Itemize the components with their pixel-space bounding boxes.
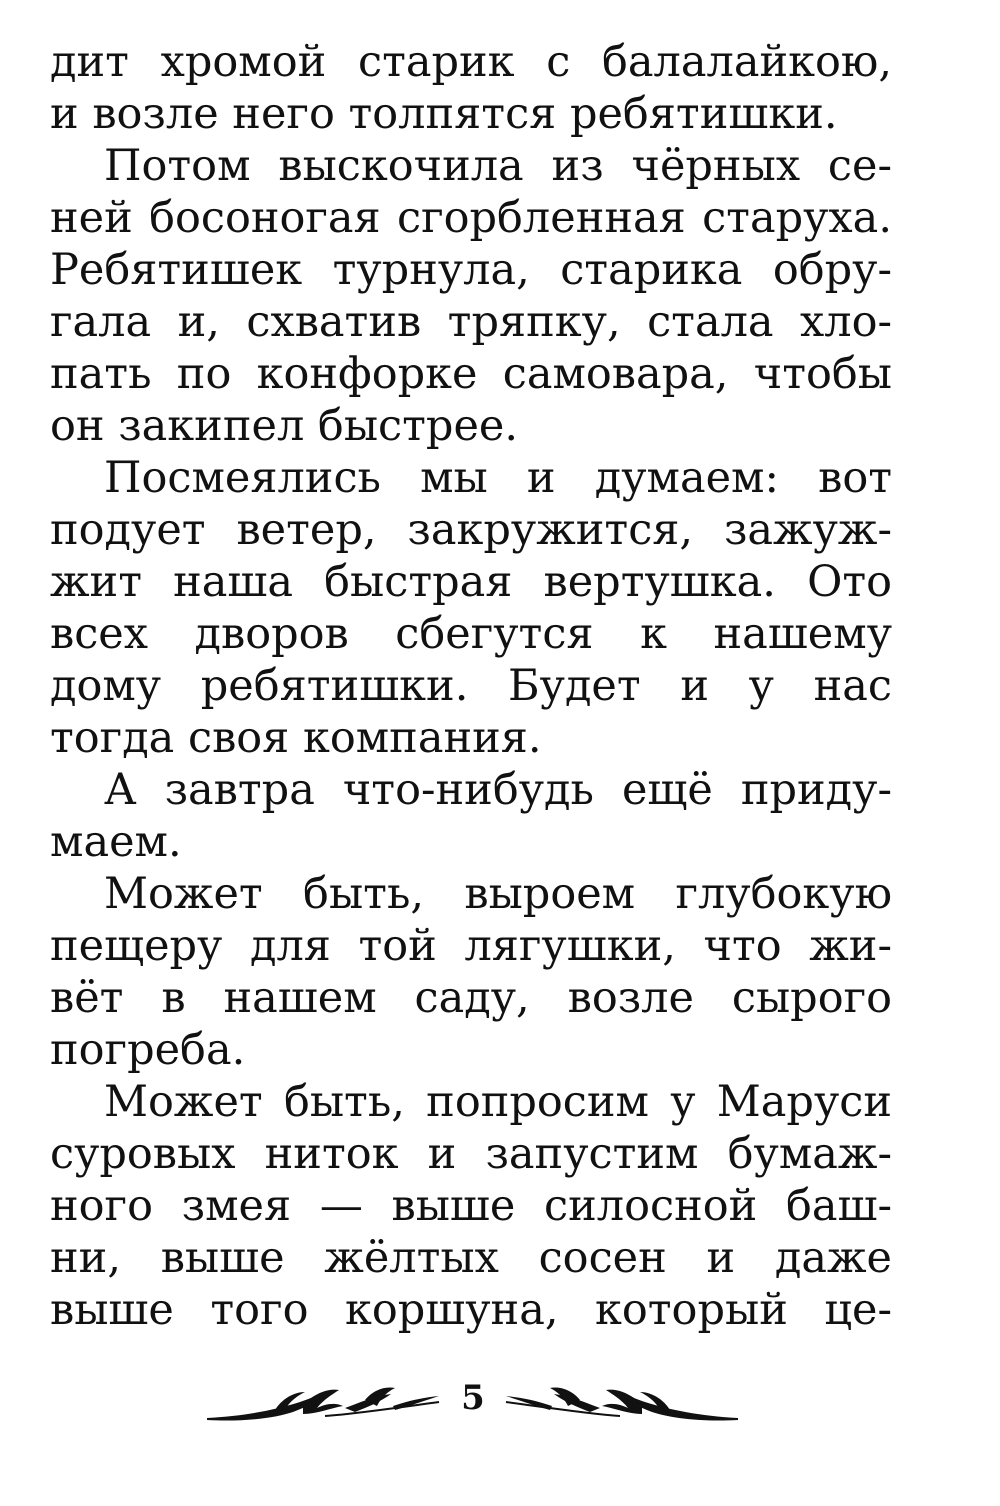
text-line: жит наша быстрая вертушка. Ото — [50, 557, 892, 607]
text-line: А завтра что-нибудь ещё приду- — [104, 765, 892, 815]
text-line: Может быть, выроем глубокую — [104, 869, 892, 919]
text-line: дит хромой старик с балалайкою, — [50, 37, 892, 87]
text-line: ней босоногая сгорбленная старуха. — [50, 193, 892, 243]
text-line: пать по конфорке самовара, чтобы — [50, 349, 892, 399]
text-line: гала и, схватив тряпку, стала хло- — [50, 297, 892, 347]
text-line: Может быть, попросим у Маруси — [104, 1077, 892, 1127]
text-line: Потом выскочила из чёрных се- — [104, 141, 892, 191]
text-line: погреба. — [50, 1025, 246, 1075]
text-line: пещеру для той лягушки, что жи- — [50, 921, 892, 971]
text-line: ного змея — выше силосной баш- — [50, 1181, 892, 1231]
text-line: он закипел быстрее. — [50, 401, 519, 451]
flourish-ornament-icon — [205, 1380, 440, 1426]
text-line: Посмеялись мы и думаем: вот — [104, 453, 892, 503]
text-line: подует ветер, закружится, зажуж- — [50, 505, 892, 555]
body-text — [50, 36, 892, 1336]
text-line: всех дворов сбегутся к нашему — [50, 609, 892, 659]
text-line: суровых ниток и запустим бумаж- — [50, 1129, 892, 1179]
text-line: вёт в нашем саду, возле сырого — [50, 973, 892, 1023]
text-line: и возле него толпятся ребятишки. — [50, 89, 838, 139]
text-line: ни, выше жёлтых сосен и даже — [50, 1233, 892, 1283]
text-line: маем. — [50, 817, 182, 867]
text-line: выше того коршуна, который це- — [50, 1285, 892, 1335]
page-number: 5 — [461, 1378, 485, 1418]
text-line: тогда своя компания. — [50, 713, 542, 763]
flourish-ornament-icon — [505, 1380, 740, 1426]
text-line: дому ребятишки. Будет и у нас — [50, 661, 892, 711]
page-footer — [0, 1376, 1000, 1436]
text-line: Ребятишек турнула, старика обру- — [50, 245, 892, 295]
